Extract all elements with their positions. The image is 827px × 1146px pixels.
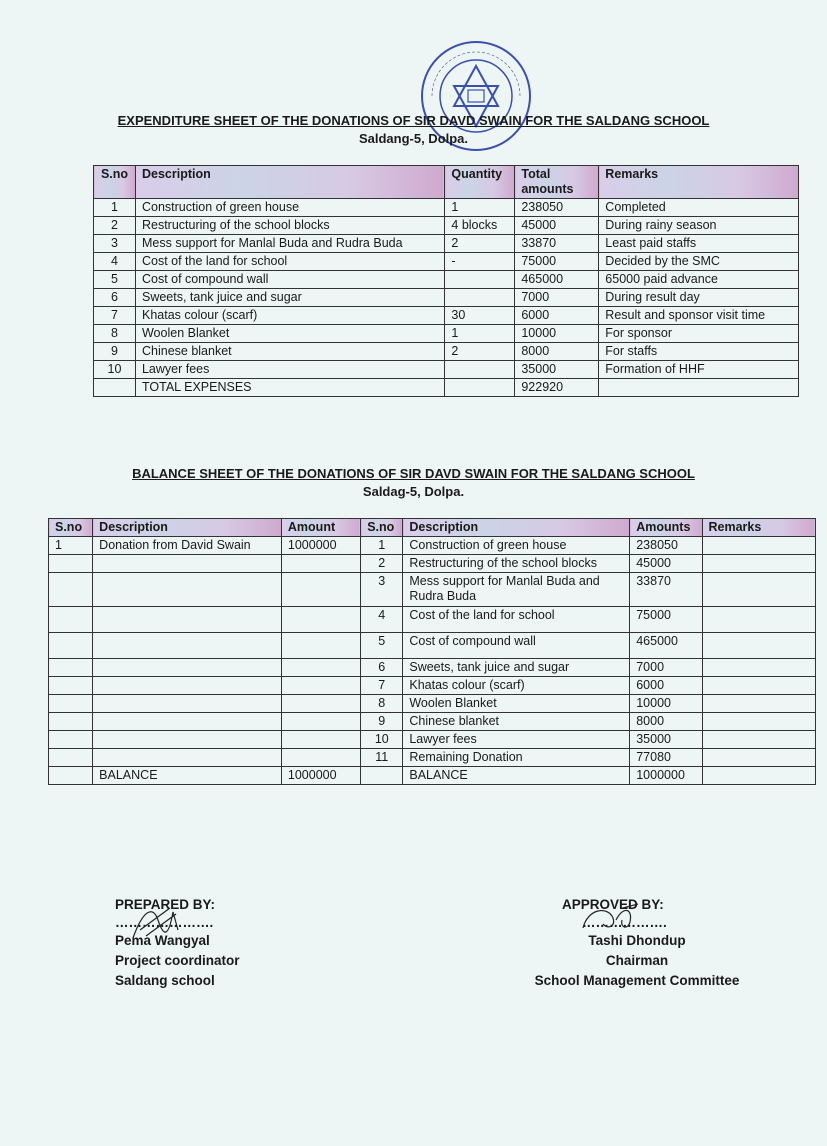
cell-sno <box>49 659 93 677</box>
cell-quantity: 30 <box>445 307 515 325</box>
cell-amount: 10000 <box>630 695 702 713</box>
table-row <box>94 217 799 235</box>
cell-remarks: Completed <box>599 199 799 217</box>
cell-amount: 1000000 <box>281 767 360 785</box>
cell-sno: 1 <box>94 199 136 217</box>
header-quantity: Quantity <box>445 166 515 199</box>
cell-sno: 4 <box>361 607 403 633</box>
cell-remarks <box>702 659 815 677</box>
cell-description: Restructuring of the school blocks <box>403 555 630 573</box>
expenditure-subtitle: Saldang-5, Dolpa. <box>358 131 469 146</box>
expenditure-header-row <box>94 166 799 199</box>
cell-description: TOTAL EXPENSES <box>135 379 444 397</box>
cell-description: Cost of the land for school <box>403 607 630 633</box>
cell-remarks <box>702 573 815 607</box>
cell-remarks <box>702 537 815 555</box>
cell-sno <box>49 607 93 633</box>
cell-sno <box>49 573 93 607</box>
cell-sno <box>361 767 403 785</box>
cell-description: Chinese blanket <box>403 713 630 731</box>
cell-sno: 1 <box>361 537 403 555</box>
cell-total-amount: 465000 <box>515 271 599 289</box>
cell-amount <box>281 659 360 677</box>
cell-description <box>93 731 282 749</box>
cell-amount <box>281 731 360 749</box>
cell-total-amount: 35000 <box>515 361 599 379</box>
table-row <box>49 659 816 677</box>
approved-signature <box>578 898 648 938</box>
cell-remarks: During rainy season <box>599 217 799 235</box>
expenditure-table <box>93 165 799 397</box>
cell-description <box>93 573 282 607</box>
approved-by-dots: ………………. <box>582 915 667 930</box>
cell-total-amount: 238050 <box>515 199 599 217</box>
cell-description: Lawyer fees <box>403 731 630 749</box>
cell-amount <box>281 607 360 633</box>
table-row <box>49 555 816 573</box>
cell-remarks: For staffs <box>599 343 799 361</box>
table-row <box>94 361 799 379</box>
cell-description: Khatas colour (scarf) <box>403 677 630 695</box>
balance-header-row <box>49 519 816 537</box>
cell-description: Construction of green house <box>403 537 630 555</box>
cell-total-amount: 10000 <box>515 325 599 343</box>
cell-remarks <box>702 607 815 633</box>
cell-amount <box>281 573 360 607</box>
cell-quantity <box>445 271 515 289</box>
cell-description: Mess support for Manlal Buda and Rudra Buda <box>135 235 444 253</box>
balance-title: BALANCE SHEET OF THE DONATIONS OF SIR DAVD SWAIN FOR THE SALDANG SCHOOL <box>132 466 695 481</box>
cell-sno: 7 <box>361 677 403 695</box>
cell-sno: 2 <box>94 217 136 235</box>
cell-sno <box>49 555 93 573</box>
cell-sno: 6 <box>361 659 403 677</box>
cell-description: Cost of compound wall <box>135 271 444 289</box>
cell-description: Cost of compound wall <box>403 633 630 659</box>
cell-sno: 8 <box>94 325 136 343</box>
cell-amount: 465000 <box>630 633 702 659</box>
cell-description: BALANCE <box>93 767 282 785</box>
header-description: Description <box>403 519 630 537</box>
cell-sno: 6 <box>94 289 136 307</box>
cell-quantity: 2 <box>445 343 515 361</box>
balance-table <box>48 518 816 785</box>
cell-amount: 77080 <box>630 749 702 767</box>
cell-sno: 1 <box>49 537 93 555</box>
cell-amount: 1000000 <box>630 767 702 785</box>
table-row <box>49 677 816 695</box>
cell-sno: 2 <box>361 555 403 573</box>
cell-sno: 11 <box>361 749 403 767</box>
balance-subtitle: Saldag-5, Dolpa. <box>362 484 465 499</box>
cell-remarks: Decided by the SMC <box>599 253 799 271</box>
cell-quantity <box>445 379 515 397</box>
cell-amount: 1000000 <box>281 537 360 555</box>
cell-description: Sweets, tank juice and sugar <box>403 659 630 677</box>
cell-description: Woolen Blanket <box>403 695 630 713</box>
table-row <box>49 633 816 659</box>
prepared-by-role: Project coordinator <box>115 953 240 968</box>
cell-description <box>93 633 282 659</box>
cell-quantity: 1 <box>445 325 515 343</box>
cell-sno: 4 <box>94 253 136 271</box>
cell-description: BALANCE <box>403 767 630 785</box>
cell-sno <box>49 731 93 749</box>
approved-by-label: APPROVED BY: <box>562 897 664 912</box>
cell-amount: 6000 <box>630 677 702 695</box>
table-row <box>94 289 799 307</box>
header-remarks: Remarks <box>702 519 815 537</box>
prepared-by-dots: …………………. <box>115 915 214 930</box>
cell-remarks <box>702 695 815 713</box>
header-description: Description <box>135 166 444 199</box>
cell-description <box>93 713 282 731</box>
cell-remarks <box>702 767 815 785</box>
cell-description: Mess support for Manlal Buda and Rudra Buda <box>403 573 630 607</box>
cell-description <box>93 749 282 767</box>
cell-sno: 10 <box>361 731 403 749</box>
cell-total-amount: 8000 <box>515 343 599 361</box>
cell-sno: 8 <box>361 695 403 713</box>
cell-description <box>93 677 282 695</box>
table-row <box>94 253 799 271</box>
cell-remarks: During result day <box>599 289 799 307</box>
prepared-signature <box>128 900 188 944</box>
table-row <box>94 343 799 361</box>
approved-by-name: Tashi Dhondup <box>588 933 686 948</box>
table-row <box>49 713 816 731</box>
cell-amount <box>281 749 360 767</box>
table-row <box>49 767 816 785</box>
cell-remarks <box>702 633 815 659</box>
prepared-by-name: Pema Wangyal <box>115 933 210 948</box>
cell-quantity: 1 <box>445 199 515 217</box>
cell-sno <box>49 713 93 731</box>
cell-total-amount: 6000 <box>515 307 599 325</box>
cell-sno: 9 <box>94 343 136 361</box>
cell-remarks <box>702 677 815 695</box>
cell-amount: 45000 <box>630 555 702 573</box>
cell-total-amount: 7000 <box>515 289 599 307</box>
table-row <box>94 271 799 289</box>
cell-description: Remaining Donation <box>403 749 630 767</box>
cell-quantity <box>445 361 515 379</box>
cell-amount: 238050 <box>630 537 702 555</box>
cell-sno: 5 <box>94 271 136 289</box>
table-row <box>94 325 799 343</box>
cell-amount <box>281 713 360 731</box>
header-total-amounts: Total amounts <box>515 166 599 199</box>
cell-description: Donation from David Swain <box>93 537 282 555</box>
table-row <box>49 573 816 607</box>
header-sno: S.no <box>94 166 136 199</box>
cell-sno <box>49 767 93 785</box>
cell-description <box>93 555 282 573</box>
cell-remarks <box>702 749 815 767</box>
expenditure-title: EXPENDITURE SHEET OF THE DONATIONS OF SIR DAVD SWAIN FOR THE SALDANG SCHOOL <box>117 113 710 128</box>
cell-remarks: Formation of HHF <box>599 361 799 379</box>
cell-remarks <box>702 731 815 749</box>
cell-remarks <box>702 713 815 731</box>
cell-total-amount: 33870 <box>515 235 599 253</box>
cell-total-amount: 75000 <box>515 253 599 271</box>
cell-description: Lawyer fees <box>135 361 444 379</box>
cell-description: Khatas colour (scarf) <box>135 307 444 325</box>
approved-by-role: Chairman <box>605 953 669 968</box>
cell-sno: 3 <box>94 235 136 253</box>
cell-sno <box>49 749 93 767</box>
cell-remarks: For sponsor <box>599 325 799 343</box>
header-amounts: Amounts <box>630 519 702 537</box>
cell-quantity: 4 blocks <box>445 217 515 235</box>
cell-description: Restructuring of the school blocks <box>135 217 444 235</box>
table-row <box>94 379 799 397</box>
cell-description <box>93 659 282 677</box>
cell-amount <box>281 633 360 659</box>
prepared-by-org: Saldang school <box>115 973 215 988</box>
cell-total-amount: 922920 <box>515 379 599 397</box>
cell-description <box>93 695 282 713</box>
cell-sno: 10 <box>94 361 136 379</box>
cell-description <box>93 607 282 633</box>
cell-sno: 7 <box>94 307 136 325</box>
cell-description: Chinese blanket <box>135 343 444 361</box>
cell-description: Sweets, tank juice and sugar <box>135 289 444 307</box>
cell-description: Cost of the land for school <box>135 253 444 271</box>
cell-remarks <box>702 555 815 573</box>
cell-quantity: - <box>445 253 515 271</box>
header-amount: Amount <box>281 519 360 537</box>
cell-amount: 35000 <box>630 731 702 749</box>
cell-amount <box>281 555 360 573</box>
table-row <box>49 749 816 767</box>
cell-amount: 8000 <box>630 713 702 731</box>
cell-sno: 9 <box>361 713 403 731</box>
cell-sno: 3 <box>361 573 403 607</box>
cell-remarks: Least paid staffs <box>599 235 799 253</box>
cell-remarks <box>599 379 799 397</box>
cell-amount: 7000 <box>630 659 702 677</box>
cell-sno <box>49 695 93 713</box>
prepared-by-label: PREPARED BY: <box>115 897 216 912</box>
header-sno: S.no <box>361 519 403 537</box>
table-row <box>94 307 799 325</box>
cell-amount: 33870 <box>630 573 702 607</box>
header-sno: S.no <box>49 519 93 537</box>
approved-by-org: School Management Committee <box>534 973 740 988</box>
cell-remarks: 65000 paid advance <box>599 271 799 289</box>
table-row <box>49 731 816 749</box>
cell-total-amount: 45000 <box>515 217 599 235</box>
cell-sno <box>49 633 93 659</box>
table-row <box>94 199 799 217</box>
cell-description: Construction of green house <box>135 199 444 217</box>
table-row <box>49 537 816 555</box>
cell-quantity: 2 <box>445 235 515 253</box>
cell-sno: 5 <box>361 633 403 659</box>
cell-remarks: Result and sponsor visit time <box>599 307 799 325</box>
cell-quantity <box>445 289 515 307</box>
table-row <box>94 235 799 253</box>
table-row <box>49 695 816 713</box>
cell-amount <box>281 677 360 695</box>
cell-amount <box>281 695 360 713</box>
cell-sno <box>49 677 93 695</box>
header-description: Description <box>93 519 282 537</box>
table-row <box>49 607 816 633</box>
cell-description: Woolen Blanket <box>135 325 444 343</box>
header-remarks: Remarks <box>599 166 799 199</box>
cell-amount: 75000 <box>630 607 702 633</box>
cell-sno <box>94 379 136 397</box>
